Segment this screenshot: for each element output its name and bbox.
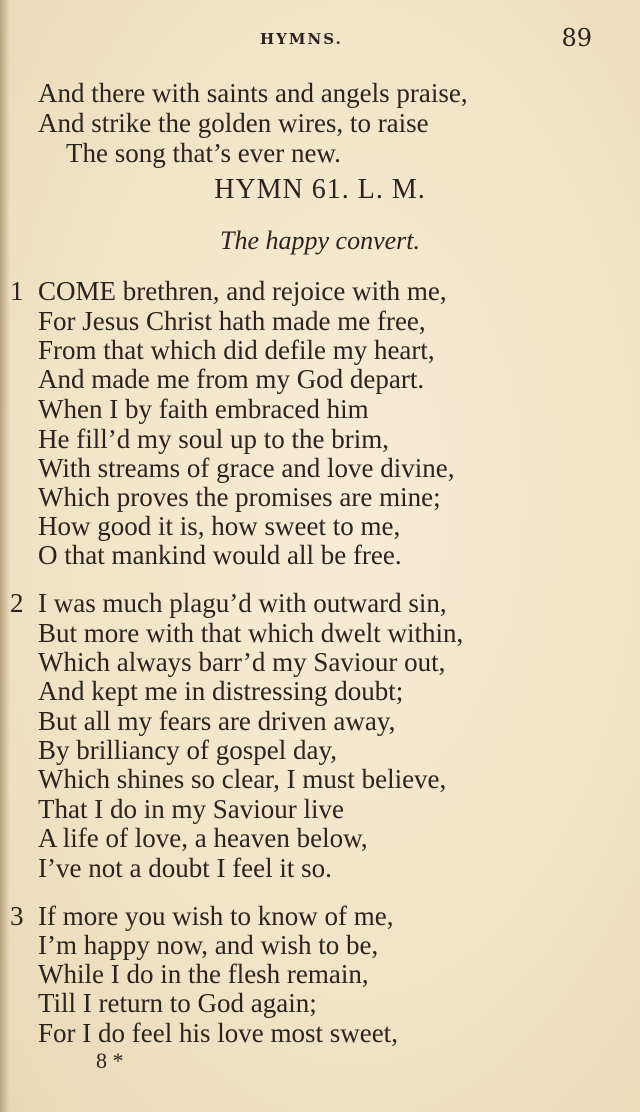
verse-line: I’ve not a doubt I feel it so. (38, 853, 332, 883)
verse-line: By brilliancy of gospel day, (38, 735, 337, 765)
verse-number: 3 (10, 901, 24, 931)
verse-line: I was much plagu’d with outward sin, (38, 588, 447, 618)
verse-line: Till I return to God again; (38, 988, 317, 1018)
continuation-line: And strike the golden wires, to raise (38, 108, 429, 138)
verse-line: And kept me in distressing doubt; (38, 676, 404, 706)
verse-line: While I do in the flesh remain, (38, 959, 369, 989)
verse-line: And made me from my God depart. (38, 364, 425, 394)
verse-line: A life of love, a heaven below, (38, 823, 368, 853)
verse-line: Which always barr’d my Saviour out, (38, 647, 446, 677)
verse-line: He fill’d my soul up to the brim, (38, 424, 389, 454)
verse-line: Which proves the promises are mine; (38, 482, 441, 512)
verse-line: If more you wish to know of me, (38, 901, 394, 931)
verse-line: From that which did defile my heart, (38, 335, 435, 365)
verse-line: But more with that which dwelt within, (38, 618, 464, 648)
verse-line: COME brethren, and rejoice with me, (38, 276, 447, 306)
continuation-line: The song that’s ever new. (66, 138, 341, 168)
verse-line: Which shines so clear, I must believe, (38, 764, 447, 794)
running-head (0, 24, 640, 54)
verse-line: How good it is, how sweet to me, (38, 511, 401, 541)
verse-line: But all my fears are driven away, (38, 706, 396, 736)
hymn-heading: HYMN 61. L. M. (214, 174, 426, 205)
verse-number: 2 (10, 588, 24, 618)
verse-line: With streams of grace and love divine, (38, 453, 455, 483)
verse-line: O that mankind would all be free. (38, 540, 402, 570)
hymn-subtitle: The happy convert. (219, 226, 420, 255)
continuation-line: And there with saints and angels praise, (38, 78, 468, 108)
verse-line: For Jesus Christ hath made me free, (38, 306, 426, 336)
verse-line: I’m happy now, and wish to be, (38, 930, 379, 960)
page-number: 89 (561, 24, 592, 52)
page-binding-edge (0, 0, 10, 1112)
verse-line: For I do feel his love most sweet, (38, 1018, 398, 1048)
verse-line: That I do in my Saviour live (38, 794, 344, 824)
verse-line: When I by faith embraced him (38, 394, 369, 424)
signature-mark: 8 * (96, 1048, 124, 1073)
verse-number: 1 (10, 276, 24, 306)
running-title: HYMNS. (260, 30, 343, 48)
